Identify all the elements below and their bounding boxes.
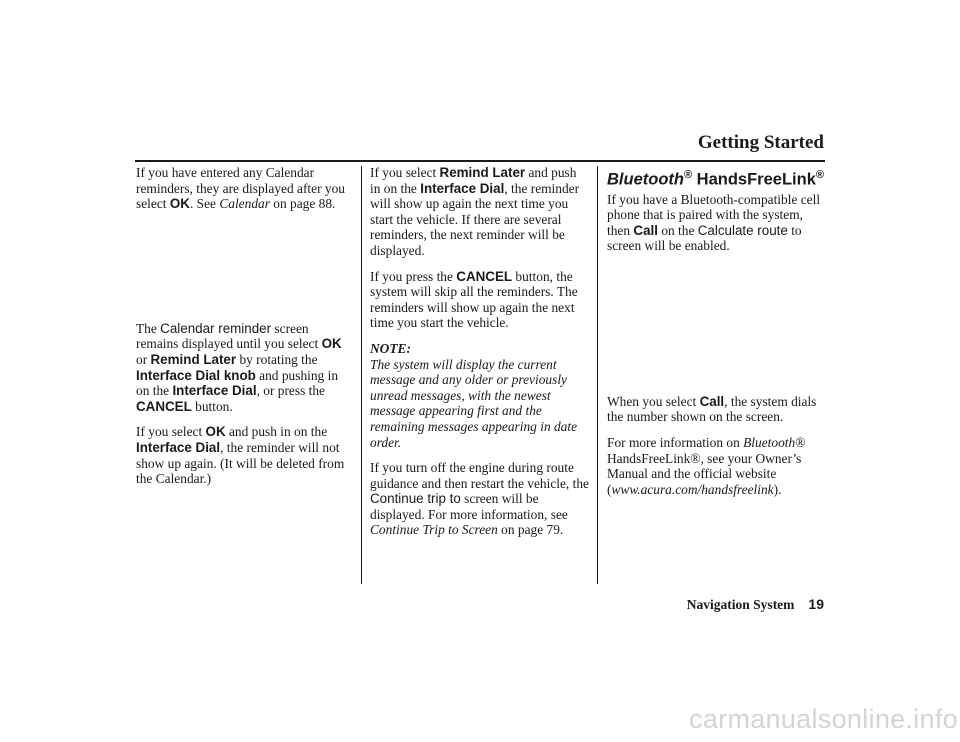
footer-title: Navigation System: [686, 597, 795, 612]
bluetooth-section-heading: Bluetooth® HandsFreeLink®: [607, 169, 824, 189]
calculate-route-term: Calculate route: [697, 222, 788, 238]
column-divider-1: [361, 166, 362, 584]
paragraph-cancel: If you press the CANCEL button, the system will skip all the reminders. The reminders will show up again the next time you start the vehicle.: [370, 268, 578, 331]
paragraph-continue-trip: If you turn off the engine during route guidance and then restart the vehicle, the Continue trip to screen will be displayed. For more information, see Continue Trip to Screen on page 79.: [370, 460, 589, 538]
column-3: [607, 165, 825, 497]
note-label: NOTE:: [370, 340, 411, 356]
paragraph-select-call: When you select Call, the system dials the number shown on the screen.: [607, 393, 817, 425]
paragraph-more-info: For more information on Bluetooth® HandsFreeLink®, see your Owner’s Manual and the official website (www.acura.com/handsfreelink).: [607, 435, 806, 497]
column-divider-2: [597, 166, 598, 584]
calendar-reminder-term: Calendar reminder: [160, 320, 272, 336]
cancel-term: CANCEL: [456, 268, 513, 284]
note-block: [370, 341, 590, 450]
remind-later-term: Remind Later: [439, 165, 526, 180]
interface-dial-term: Interface Dial: [172, 383, 257, 399]
ok-term: OK: [321, 336, 342, 352]
column-1: [136, 165, 354, 487]
cancel-term: CANCEL: [136, 398, 192, 414]
interface-dial-knob-term: Interface Dial knob: [136, 367, 256, 383]
continue-trip-reference: Continue Trip to Screen: [370, 522, 498, 538]
call-term: Call: [633, 222, 658, 238]
interface-dial-term: Interface Dial: [136, 439, 221, 455]
paragraph-bluetooth-phone: If you have a Bluetooth-compatible cell phone that is paired with the system, then Call on the Calculate route to screen will be enabled.: [607, 191, 821, 254]
paragraph-calendar-intro: If you have entered any Calendar reminders, they are displayed after you select OK. See Calendar on page 88.: [136, 165, 345, 212]
ok-term: OK: [205, 424, 226, 440]
ok-term: OK: [169, 196, 190, 212]
calendar-reference: Calendar: [219, 196, 270, 212]
paragraph-select-ok: If you select OK and push in on the Interface Dial, the reminder will not show up again. (It will be deleted from the Calendar.): [136, 424, 345, 487]
continue-trip-term: Continue trip to: [370, 491, 461, 507]
bluetooth-term: Bluetooth: [743, 435, 796, 451]
header-rule: [135, 160, 825, 162]
call-term: Call: [699, 393, 725, 409]
paragraph-remind-later: If you select Remind Later and push in on the Interface Dial, the reminder will show up again the next time you start the vehicle. If there are several reminders, the next reminder will be displayed.: [370, 165, 580, 258]
page-number: 19: [808, 596, 824, 612]
watermark: carmanualsonline.info: [689, 704, 958, 734]
interface-dial-term: Interface Dial: [420, 180, 505, 196]
column-2: [370, 165, 590, 538]
note-text: The system will display the current message and any older or previously unread messages, with the newest message appearing first and the remaining messages appearing in date order.: [370, 356, 578, 450]
page-header-title: Getting Started: [697, 132, 824, 153]
paragraph-calendar-reminder-screen: The Calendar reminder screen remains displayed until you select OK or Remind Later by rotating the Interface Dial knob and pushing in on the Interface Dial, or press the CANCEL button.: [136, 320, 342, 414]
handsfreelink-url: www.acura.com/handsfreelink: [611, 481, 774, 497]
page-footer: [687, 596, 824, 613]
remind-later-term: Remind Later: [150, 351, 237, 367]
